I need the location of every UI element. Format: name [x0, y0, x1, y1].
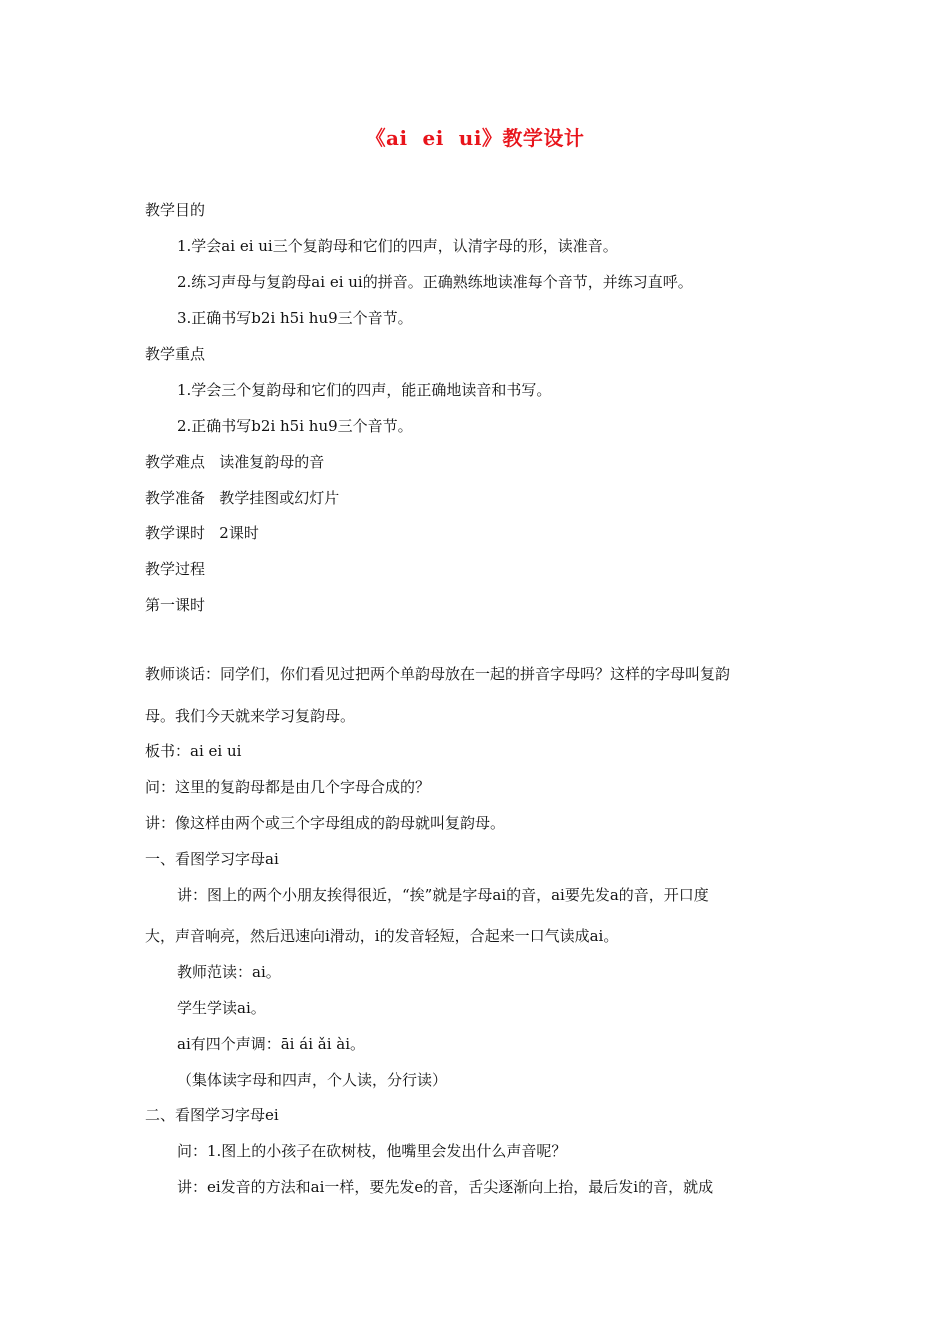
key-point-item-1: 1.学会三个复韵母和它们的四声，能正确地读音和书写。 — [177, 381, 552, 399]
section-heading-objectives: 教学目的 — [145, 201, 206, 219]
paragraph-line: 讲：图上的两个小朋友挨得很近，“挨”就是字母ai的音，ai要先发a的音，开口度 — [177, 886, 709, 904]
key-point-item-2: 2.正确书写b2i h5i hu9三个音节。 — [177, 417, 413, 435]
paragraph-line: 板书：ai ei ui — [145, 742, 242, 760]
preparation-line: 教学准备 教学挂图或幻灯片 — [145, 489, 340, 507]
paragraph-line: 问：这里的复韵母都是由几个字母合成的？ — [145, 778, 431, 796]
section-heading-ai: 一、看图学习字母ai — [145, 850, 279, 868]
paragraph-line: 教师谈话：同学们，你们看见过把两个单韵母放在一起的拼音字母吗？这样的字母叫复韵 — [145, 665, 731, 683]
paragraph-line: 母。我们今天就来学习复韵母。 — [145, 707, 356, 725]
class-hours-line: 教学课时 2课时 — [145, 524, 259, 542]
paragraph-line: 讲：ei发音的方法和ai一样，要先发e的音，舌尖逐渐向上抬，最后发i的音，就成 — [177, 1178, 714, 1196]
objective-item-1: 1.学会ai ei ui三个复韵母和它们的四声，认清字母的形，读准音。 — [177, 237, 618, 255]
paragraph-line: 问：1.图上的小孩子在砍树枝，他嘴里会发出什么声音呢？ — [177, 1142, 567, 1160]
paragraph-line: 教师范读：ai。 — [177, 963, 281, 981]
section-heading-ei: 二、看图学习字母ei — [145, 1106, 279, 1124]
objective-item-3: 3.正确书写b2i h5i hu9三个音节。 — [177, 309, 413, 327]
paragraph-line: 大，声音响亮，然后迅速向i滑动，i的发音轻短，合起来一口气读成ai。 — [145, 927, 619, 945]
paragraph-line: 讲：像这样由两个或三个字母组成的韵母就叫复韵母。 — [145, 814, 506, 832]
section-heading-key-points: 教学重点 — [145, 345, 206, 363]
section-heading-process: 教学过程 — [145, 560, 206, 578]
objective-item-2: 2.练习声母与复韵母ai ei ui的拼音。正确熟练地读准每个音节，并练习直呼。 — [177, 273, 693, 291]
document-title: 《ai ei ui》教学设计 — [365, 126, 585, 150]
paragraph-line: ai有四个声调：āi ái ǎi ài。 — [177, 1035, 366, 1053]
section-heading-first-lesson: 第一课时 — [145, 596, 206, 614]
paragraph-line: 学生学读ai。 — [177, 999, 266, 1017]
difficulty-line: 教学难点 读准复韵母的音 — [145, 453, 325, 471]
paragraph-line: （集体读字母和四声，个人读，分行读） — [177, 1071, 448, 1089]
